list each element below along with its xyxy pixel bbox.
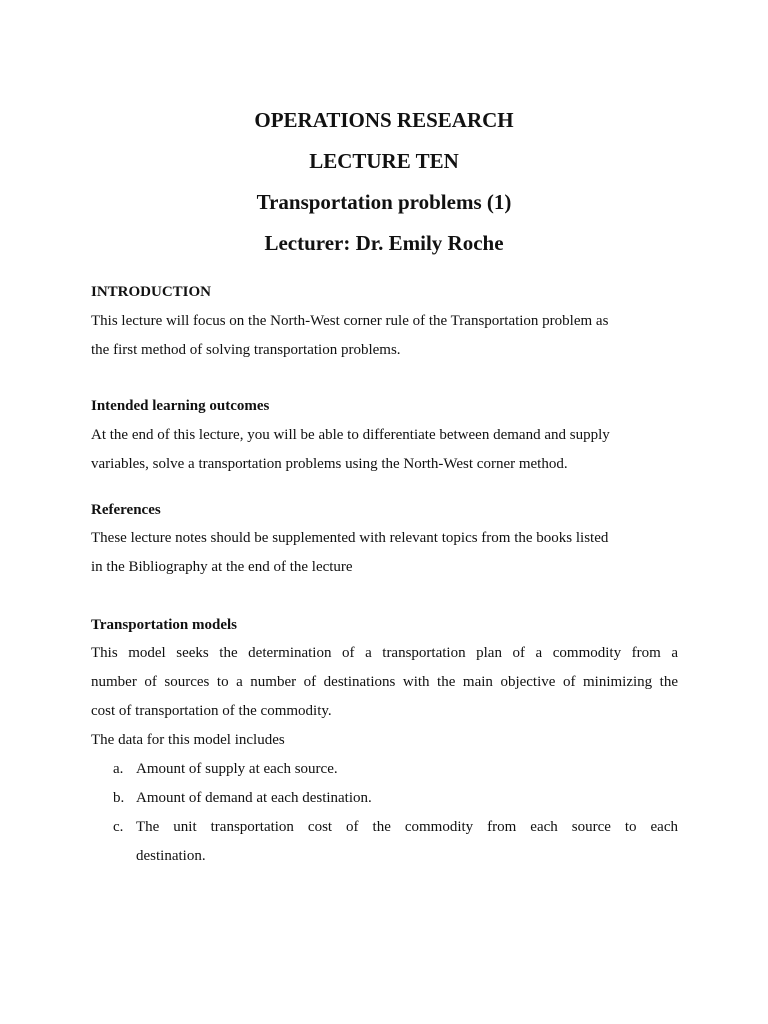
list-item-marker: a.	[113, 761, 124, 777]
outcomes-line: At the end of this lecture, you will be able to differentiate between demand and supply	[91, 427, 610, 443]
introduction-line: the first method of solving transportation problems.	[91, 342, 401, 358]
references-line: These lecture notes should be supplemented with relevant topics from the books listed	[91, 530, 609, 546]
models-line: The data for this model includes	[91, 732, 285, 748]
introduction-line: This lecture will focus on the North-West corner rule of the Transportation problem as	[91, 313, 609, 329]
models-heading: Transportation models	[91, 617, 237, 633]
outcomes-line: variables, solve a transportation problems using the North-West corner method.	[91, 456, 568, 472]
lecturer-name: Lecturer: Dr. Emily Roche	[264, 231, 504, 255]
lecture-topic: Transportation problems (1)	[256, 190, 512, 214]
introduction-heading: INTRODUCTION	[91, 284, 212, 300]
references-heading: References	[91, 502, 161, 518]
list-item-marker: c.	[113, 819, 124, 835]
list-item: Amount of supply at each source.	[136, 761, 338, 777]
references-line: in the Bibliography at the end of the lecture	[91, 559, 353, 575]
lecture-number: LECTURE TEN	[309, 149, 459, 173]
list-item: Amount of demand at each destination.	[136, 790, 372, 806]
course-title: OPERATIONS RESEARCH	[254, 108, 514, 132]
outcomes-heading: Intended learning outcomes	[91, 398, 270, 414]
list-item-marker: b.	[113, 790, 125, 806]
models-line: cost of transportation of the commodity.	[91, 703, 332, 719]
models-line: This model seeks the determination of a transportation plan of a commodity from a	[91, 645, 678, 661]
list-item: The unit transportation cost of the commodity from each source to each	[136, 819, 678, 835]
models-line: number of sources to a number of destinations with the main objective of minimizing the	[91, 674, 678, 690]
list-item-continuation: destination.	[136, 848, 206, 864]
